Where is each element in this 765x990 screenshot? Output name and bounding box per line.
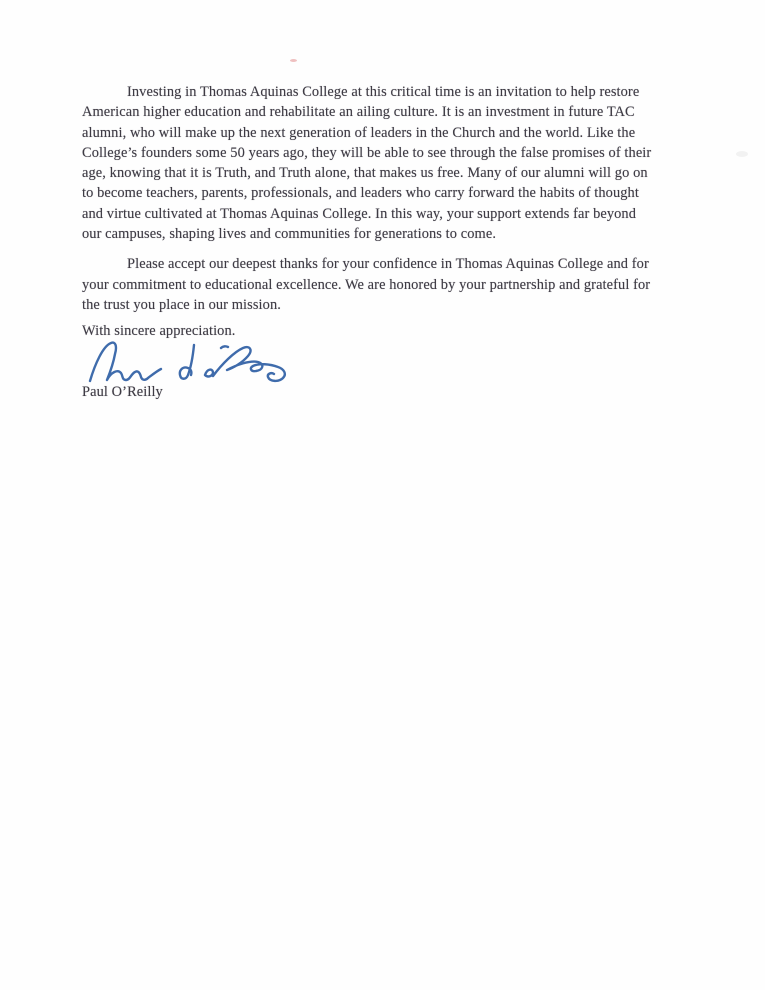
paragraph-line: the trust you place in our mission. (82, 296, 281, 313)
paragraph-line: to become teachers, parents, professionals, and leaders who carry forward the habits of thought (82, 185, 639, 202)
scan-artifact-dot (290, 59, 297, 62)
letter-body (82, 82, 696, 402)
paragraph-investing (82, 82, 696, 244)
signature-stroke-last-name (180, 345, 285, 381)
paragraph-line: our campuses, shaping lives and communities for generations to come. (82, 226, 497, 243)
paragraph-line: your commitment to educational excellence. We are honored by your partnership and grateful for (82, 276, 651, 293)
paragraph-line: alumni, who will make up the next generation of leaders in the Church and the world. Like the (82, 124, 636, 141)
paragraph-line: and virtue cultivated at Thomas Aquinas College. In this way, your support extends far beyond (82, 205, 637, 222)
signature-stroke-first-name (90, 342, 161, 380)
scan-smudge (736, 151, 748, 157)
paragraph-line: Investing in Thomas Aquinas College at this critical time is an invitation to help restore (127, 84, 640, 100)
closing-line: With sincere appreciation. (82, 323, 236, 340)
signer-name: Paul O’Reilly (82, 383, 163, 400)
signature-handwriting (84, 338, 290, 384)
paragraph-line: College’s founders some 50 years ago, they will be able to see through the false promises of their (82, 144, 652, 161)
paragraph-thanks (82, 254, 696, 315)
paragraph-line: age, knowing that it is Truth, and Truth alone, that makes us free. Many of our alumni will go on (82, 165, 648, 182)
paragraph-line: Please accept our deepest thanks for your confidence in Thomas Aquinas College and for (127, 256, 649, 273)
paragraph-line: American higher education and rehabilitate an ailing culture. It is an investment in future TAC (82, 104, 635, 121)
